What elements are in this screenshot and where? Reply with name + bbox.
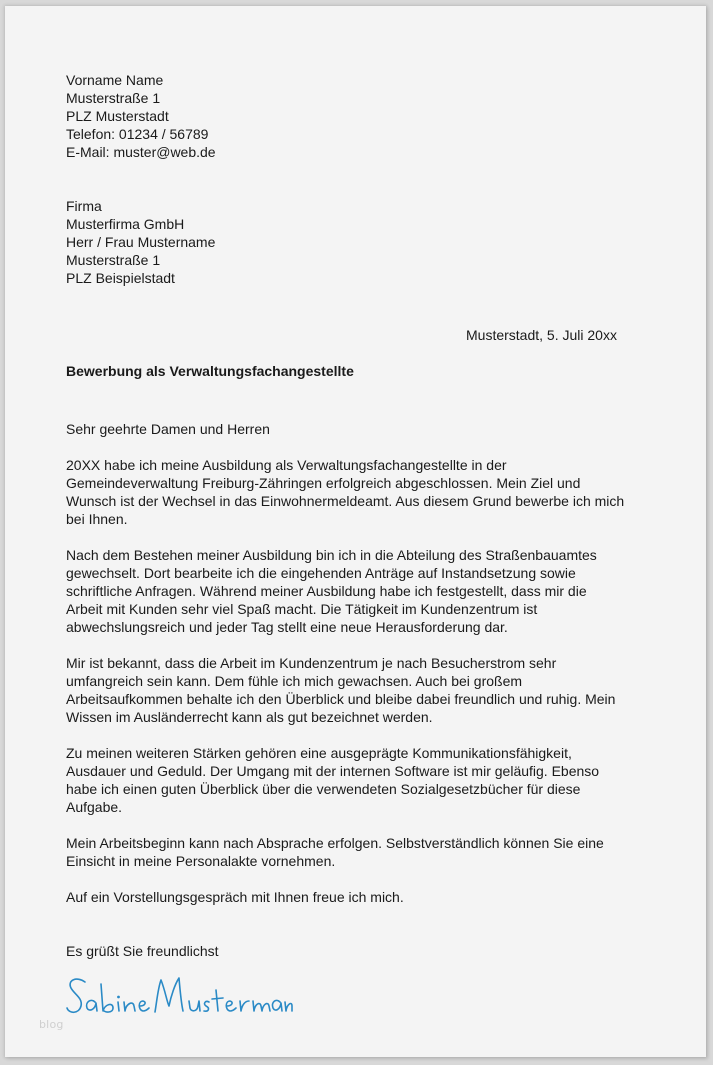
salutation: Sehr geehrte Damen und Herren: [66, 421, 270, 437]
sender-phone: Telefon: 01234 / 56789: [66, 126, 209, 142]
paragraph-line: Arbeit mit Kunden sehr viel Spaß macht. Die Tätigkeit im Kundenzentrum ist: [66, 601, 538, 617]
handwritten-signature: [63, 970, 293, 1026]
paragraph-line: 20XX habe ich meine Ausbildung als Verwaltungsfachangestellte in der: [66, 457, 507, 473]
letter-subject: Bewerbung als Verwaltungsfachangestellte: [66, 363, 354, 379]
body-paragraph: [66, 834, 604, 870]
paragraph-line: Arbeitsaufkommen behalte ich den Überblick und bleibe dabei freundlich und ruhig. Mein: [66, 691, 616, 707]
recipient-company: Musterfirma GmbH: [66, 216, 185, 232]
recipient-label: Firma: [66, 198, 102, 214]
paragraph-line: Zu meinen weiteren Stärken gehören eine ausgeprägte Kommunikationsfähigkeit,: [66, 745, 572, 761]
paragraph-line: Ausdauer und Geduld. Der Umgang mit der internen Software ist mir geläufig. Ebenso: [66, 763, 600, 779]
sender-address: [66, 71, 216, 161]
blog-watermark: blog: [39, 1018, 64, 1031]
body-paragraph: [66, 546, 597, 636]
letter-date: Musterstadt, 5. Juli 20xx: [466, 327, 617, 343]
paragraph-line: Mein Arbeitsbeginn kann nach Absprache erfolgen. Selbstverständlich können Sie eine: [66, 835, 604, 851]
recipient-contact: Herr / Frau Mustername: [66, 234, 216, 250]
signature-icon: [63, 970, 293, 1026]
body-paragraph: [66, 654, 615, 726]
sender-city: PLZ Musterstadt: [66, 108, 169, 124]
paragraph-line: habe ich einen guten Überblick über die verwendeten Sozialgesetzbücher für diese: [66, 781, 581, 797]
paragraph-line: bei Ihnen.: [66, 511, 128, 527]
paragraph-line: Nach dem Bestehen meiner Ausbildung bin ich in die Abteilung des Straßenbauamtes: [66, 547, 597, 563]
paragraph-line: Wissen im Ausländerrecht kann als gut bezeichnet werden.: [66, 709, 433, 725]
paragraph-line: umfangreich sein kann. Dem fühle ich mich gewachsen. Auch bei großem: [66, 673, 523, 689]
paragraph-line: schriftliche Anfragen. Während meiner Ausbildung habe ich festgestellt, dass mir die: [66, 583, 587, 599]
paragraph-line: Aufgabe.: [66, 799, 123, 815]
paragraph-line: gewechselt. Dort bearbeite ich die eingehenden Anträge auf Instandsetzung sowie: [66, 565, 576, 581]
body-paragraph: [66, 888, 404, 906]
body-paragraph: [66, 456, 624, 528]
closing-phrase: Es grüßt Sie freundlichst: [66, 943, 219, 959]
paragraph-line: Einsicht in meine Personalakte vornehmen.: [66, 853, 336, 869]
recipient-city: PLZ Beispielstadt: [66, 270, 175, 286]
paragraph-line: Wunsch ist der Wechsel in das Einwohnermeldeamt. Aus diesem Grund bewerbe ich mich: [66, 493, 625, 509]
paragraph-line: abwechslungsreich und jeder Tag stellt eine neue Herausforderung dar.: [66, 619, 508, 635]
paragraph-line: Mir ist bekannt, dass die Arbeit im Kundenzentrum je nach Besucherstrom sehr: [66, 655, 557, 671]
paragraph-line: Auf ein Vorstellungsgespräch mit Ihnen freue ich mich.: [66, 889, 404, 905]
recipient-street: Musterstraße 1: [66, 252, 161, 268]
recipient-address: [66, 197, 215, 287]
sender-name: Vorname Name: [66, 72, 164, 88]
paragraph-line: Gemeindeverwaltung Freiburg-Zähringen erfolgreich abgeschlossen. Mein Ziel und: [66, 475, 581, 491]
sender-street: Musterstraße 1: [66, 90, 161, 106]
letter-page: [5, 6, 706, 1057]
body-paragraph: [66, 744, 599, 816]
sender-email: E-Mail: muster@web.de: [66, 144, 216, 160]
